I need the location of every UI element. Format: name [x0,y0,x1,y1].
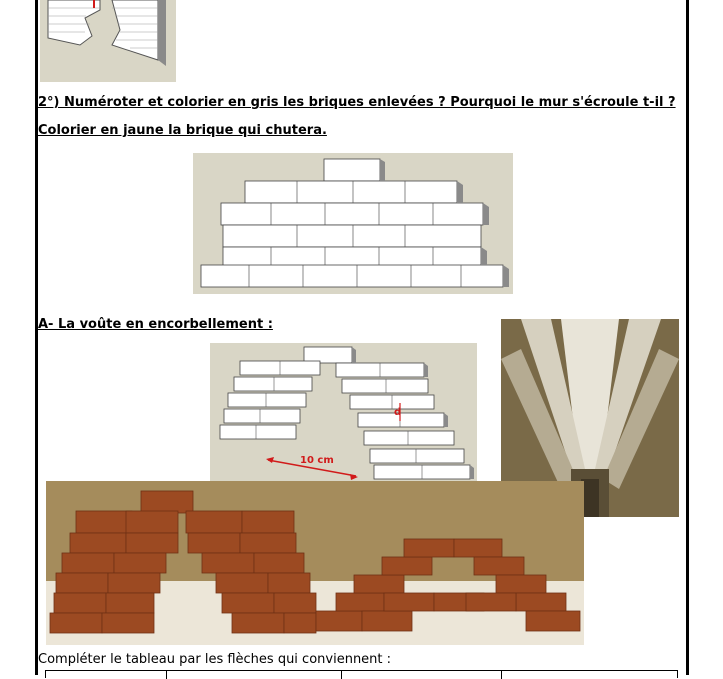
question-2-line-2: Colorier en jaune la brique qui chutera. [38,123,327,138]
instruction-text: Compléter le tableau par les flèches qui conviennent : [38,652,392,667]
answer-table [45,670,678,678]
brick-wall-sketch [193,153,513,294]
corbel-vault-sketch [210,343,477,493]
table-column-divider [501,671,502,679]
d-label: d [394,407,402,418]
dimension-label: 10 cm [300,455,334,466]
wooden-bricks-photo [46,481,584,645]
question-2-line-1: 2°) Numéroter et colorier en gris les briques enlevées ? Pourquoi le mur s'écroule t-il ? [38,95,676,110]
page-border-right [686,0,689,675]
table-column-divider [341,671,342,679]
wall-with-hole-image [40,0,176,82]
section-a-title: A- La voûte en encorbellement : [38,317,273,332]
table-column-divider [166,671,167,679]
